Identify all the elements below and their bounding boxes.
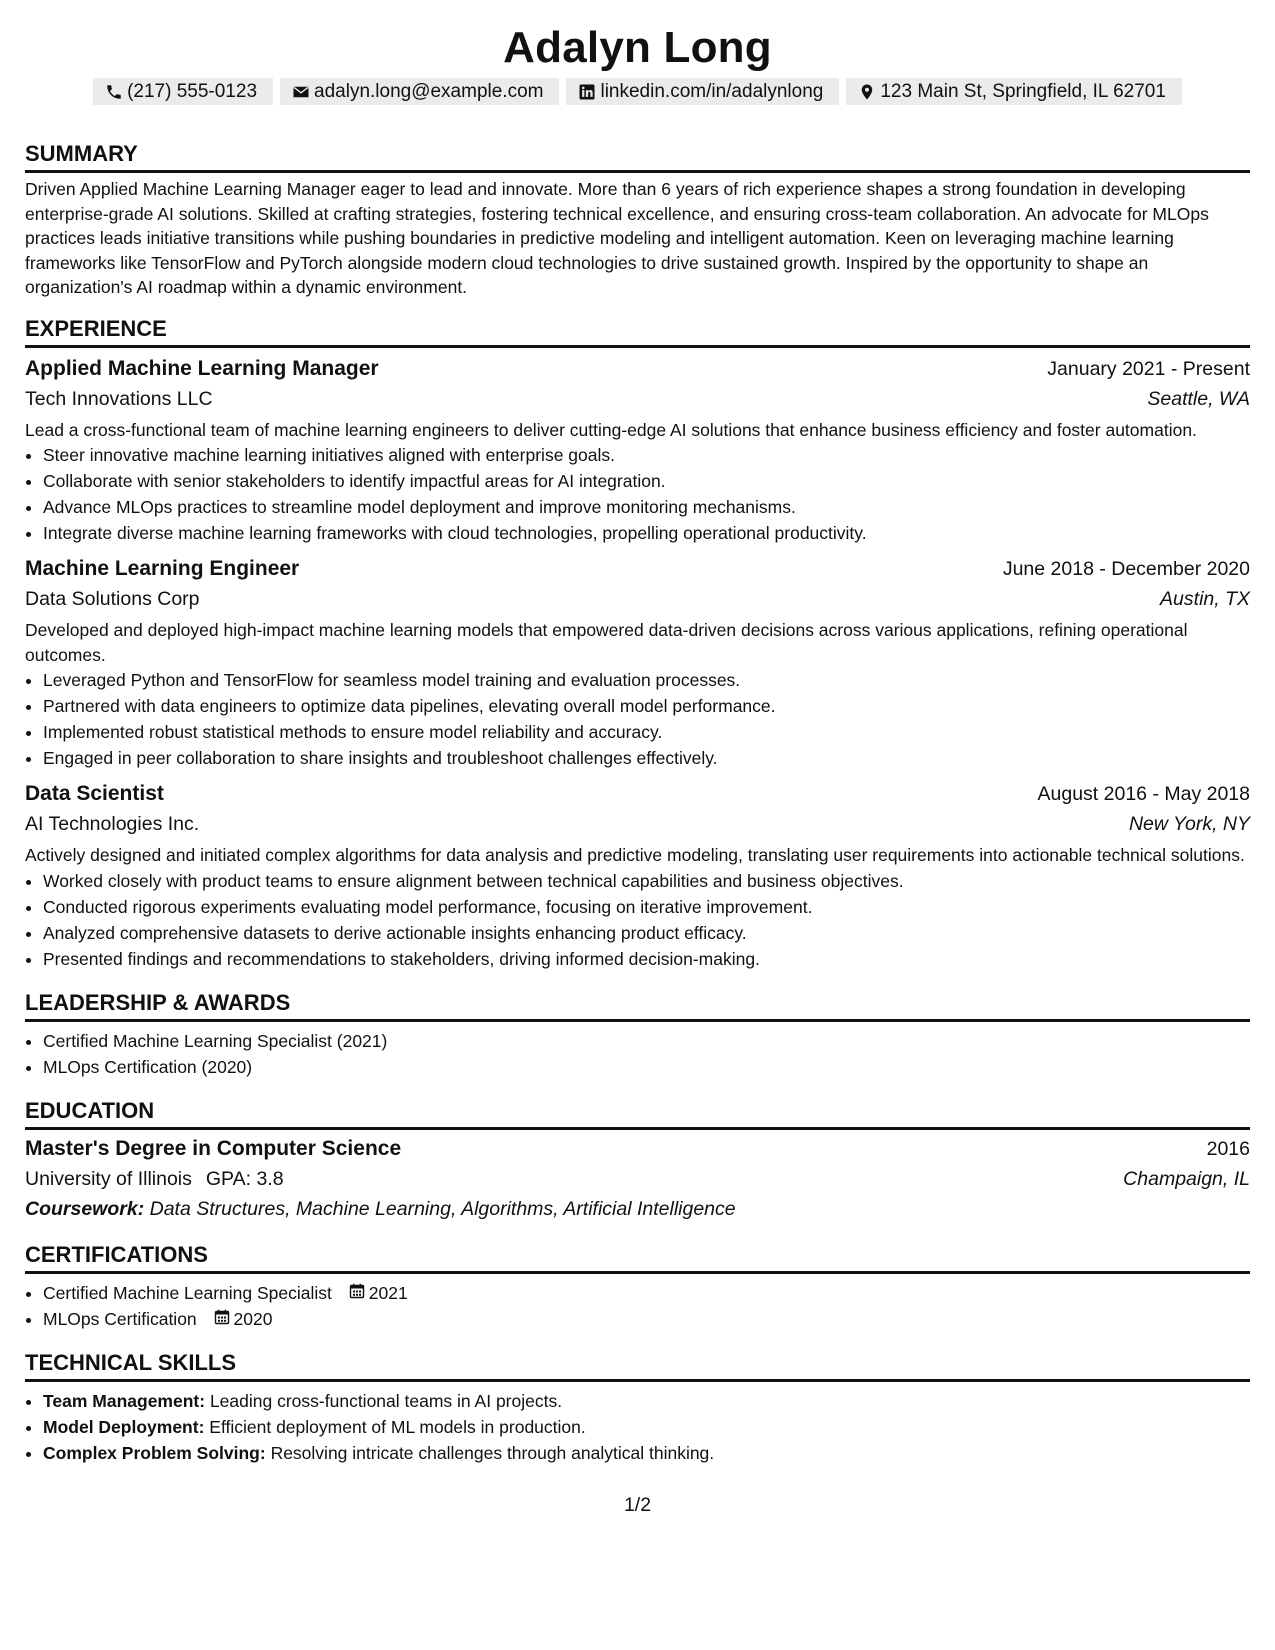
- map-pin-icon: [858, 83, 876, 101]
- list-item: [43, 1280, 1250, 1306]
- section-title: TECHNICAL SKILLS: [25, 1348, 1250, 1382]
- cert-year: 2020: [233, 1308, 273, 1329]
- certifications-section: [25, 1240, 1250, 1332]
- coursework: [25, 1194, 1250, 1224]
- experience-section: [25, 314, 1250, 972]
- job-entry: [25, 779, 1250, 972]
- job-description: Actively designed and initiated complex algorithms for data analysis and predictive modeling, translating user requirements into actionable technical solutions.: [25, 845, 1245, 865]
- envelope-icon: [292, 83, 310, 101]
- awards-section: [25, 988, 1250, 1080]
- list-item: • Implemented robust statistical methods to ensure model reliability and accuracy.: [43, 719, 1250, 745]
- contact-phone[interactable]: [93, 78, 273, 105]
- phone-text: (217) 555-0123: [127, 81, 258, 102]
- email-text: adalyn.long@example.com: [314, 81, 544, 102]
- job-location: New York, NY: [1128, 813, 1250, 835]
- job-dates: June 2018 - December 2020: [1002, 558, 1250, 580]
- cert-name: MLOps Certification: [43, 1308, 197, 1329]
- skill-label: Complex Problem Solving:: [43, 1442, 266, 1463]
- list-item: • Analyzed comprehensive datasets to derive actionable insights enhancing product efficacy.: [43, 920, 1250, 946]
- list-item: • Partnered with data engineers to optimize data pipelines, elevating overall model performance.: [43, 693, 1250, 719]
- cert-name: Certified Machine Learning Specialist: [43, 1282, 332, 1303]
- section-title: EXPERIENCE: [25, 314, 1250, 348]
- contact-linkedin[interactable]: [566, 78, 839, 105]
- section-title: EDUCATION: [25, 1096, 1250, 1130]
- job-location: Austin, TX: [1160, 588, 1250, 610]
- job-title: Applied Machine Learning Manager: [25, 356, 379, 380]
- job-location: Seattle, WA: [1147, 387, 1250, 410]
- job-bullets: [25, 667, 1250, 771]
- job-bullets: [25, 868, 1250, 972]
- page-number: 1/2: [623, 1494, 652, 1516]
- section-title: CERTIFICATIONS: [25, 1240, 1250, 1274]
- list-item: • Worked closely with product teams to ensure alignment between technical capabilities and business objectives.: [43, 868, 1250, 894]
- skills-section: [25, 1348, 1250, 1466]
- contact-email[interactable]: [280, 78, 559, 105]
- company-name: Tech Innovations LLC: [25, 387, 213, 410]
- list-item: [43, 1414, 1250, 1440]
- list-item: • Presented findings and recommendations to stakeholders, driving informed decision-making.: [43, 946, 1250, 972]
- list-item: • Certified Machine Learning Specialist (2021): [43, 1028, 1250, 1054]
- school-name: University of Illinois: [25, 1167, 192, 1190]
- skill-label: Team Management:: [43, 1390, 206, 1411]
- linkedin-text: linkedin.com/in/adalynlong: [600, 81, 824, 102]
- list-item: • Steer innovative machine learning initiatives aligned with enterprise goals.: [43, 442, 1250, 468]
- cert-year: 2021: [368, 1282, 408, 1303]
- skill-text: Efficient deployment of ML models in production.: [209, 1416, 586, 1437]
- calendar-icon: [349, 1280, 365, 1296]
- contact-address: [846, 78, 1182, 105]
- summary-text: Driven Applied Machine Learning Manager eager to lead and innovate. More than 6 years of rich experience shapes a strong foundation in developing enterprise-grade AI solutions. Skilled at crafting strategies, fostering technical excellence, and ensuring cross-team collaboration. An advocate for MLOps practices leads initiative transitions while pushing boundaries in predictive modeling and intelligent automation. Keen on leveraging machine learning frameworks like TensorFlow and PyTorch alongside modern cloud technologies to drive sustained growth. Inspired by the opportunity to shape an organization's AI roadmap within a dynamic environment.: [25, 179, 1209, 297]
- company-name: Data Solutions Corp: [25, 588, 200, 610]
- education-section: [25, 1096, 1250, 1224]
- coursework-label: Coursework:: [25, 1197, 145, 1220]
- list-item: • Collaborate with senior stakeholders to identify impactful areas for AI integration.: [43, 468, 1250, 494]
- list-item: [43, 1440, 1250, 1466]
- list-item: [43, 1306, 1250, 1332]
- calendar-icon: [214, 1306, 230, 1322]
- section-title: SUMMARY: [25, 139, 1250, 173]
- job-entry: [25, 354, 1250, 547]
- list-item: • Integrate diverse machine learning frameworks with cloud technologies, propelling operational productivity.: [43, 520, 1250, 546]
- list-item: • Conducted rigorous experiments evaluating model performance, focusing on iterative improvement.: [43, 894, 1250, 920]
- awards-list: [25, 1028, 1250, 1080]
- list-item: • Advance MLOps practices to streamline model deployment and improve monitoring mechanisms.: [43, 494, 1250, 520]
- job-bullets: [25, 442, 1250, 546]
- job-entry: [25, 554, 1250, 771]
- coursework-list: Data Structures, Machine Learning, Algorithms, Artificial Intelligence: [149, 1197, 736, 1220]
- graduation-year: 2016: [1206, 1137, 1250, 1160]
- job-title: Data Scientist: [25, 782, 164, 805]
- section-title: LEADERSHIP & AWARDS: [25, 988, 1250, 1022]
- degree-title: Master's Degree in Computer Science: [25, 1136, 402, 1160]
- address-text: 123 Main St, Springfield, IL 62701: [880, 81, 1166, 102]
- candidate-name: Adalyn Long: [503, 23, 772, 72]
- job-dates: August 2016 - May 2018: [1037, 783, 1250, 805]
- list-item: • Engaged in peer collaboration to share insights and troubleshoot challenges effectively.: [43, 745, 1250, 771]
- skill-text: Resolving intricate challenges through analytical thinking.: [270, 1442, 715, 1463]
- certifications-list: [25, 1280, 1250, 1332]
- phone-icon: [105, 83, 123, 101]
- company-name: AI Technologies Inc.: [25, 813, 200, 835]
- resume-page: [25, 0, 1250, 1466]
- linkedin-icon: [578, 83, 596, 101]
- list-item: • Leveraged Python and TensorFlow for seamless model training and evaluation processes.: [43, 667, 1250, 693]
- skills-list: [25, 1388, 1250, 1466]
- job-dates: January 2021 - Present: [1047, 357, 1250, 380]
- job-description: Lead a cross-functional team of machine learning engineers to deliver cutting-edge AI solutions that enhance business efficiency and foster automation.: [25, 419, 1197, 440]
- job-title: Machine Learning Engineer: [25, 557, 300, 580]
- list-item: [43, 1388, 1250, 1414]
- list-item: • MLOps Certification (2020): [43, 1054, 1250, 1080]
- gpa: GPA: 3.8: [205, 1167, 284, 1190]
- school-location: Champaign, IL: [1123, 1167, 1250, 1190]
- skill-label: Model Deployment:: [43, 1416, 205, 1437]
- contact-bar: [25, 78, 1250, 105]
- job-description: Developed and deployed high-impact machine learning models that empowered data-driven decisions across various applications, refining operational outcomes.: [25, 620, 1188, 665]
- skill-text: Leading cross-functional teams in AI projects.: [209, 1390, 563, 1411]
- summary-section: [25, 139, 1250, 300]
